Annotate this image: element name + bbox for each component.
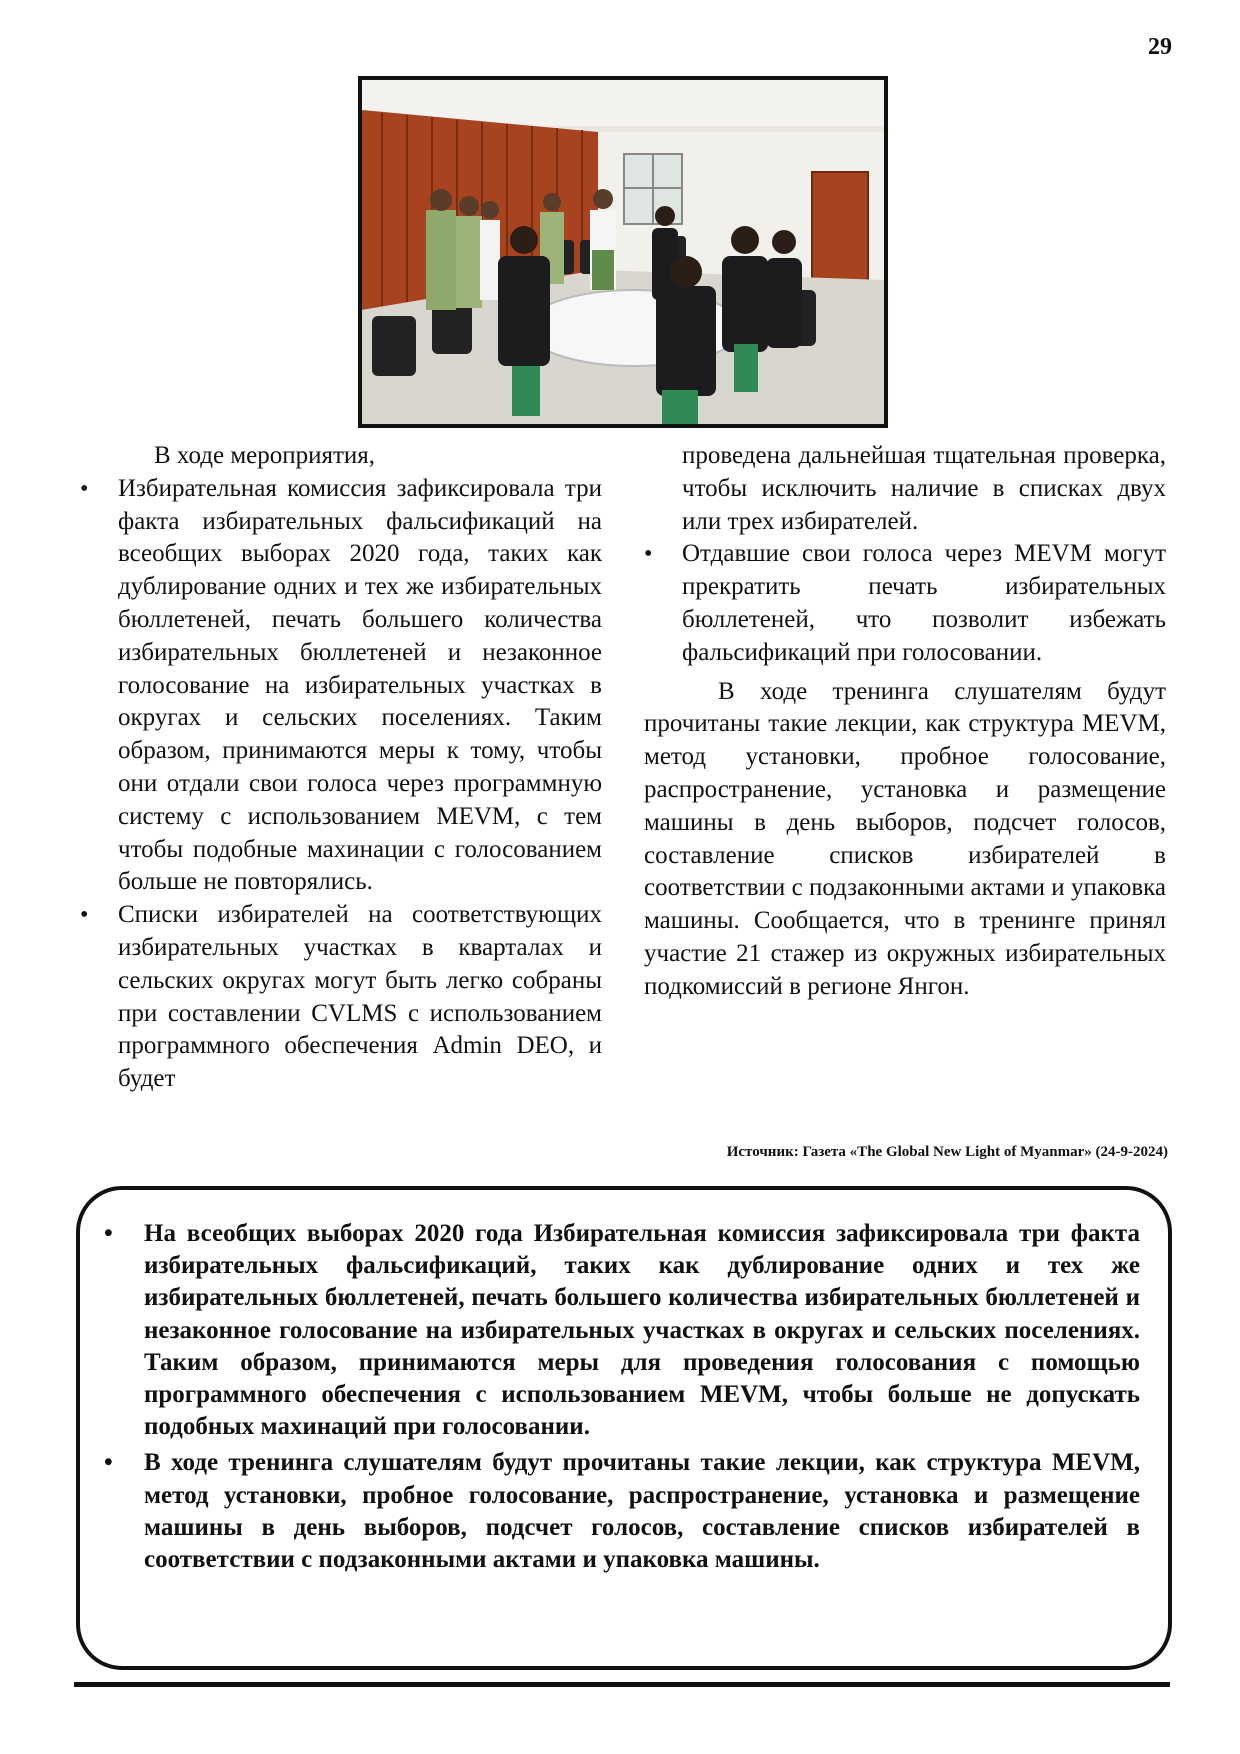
right-bullet-list (644, 538, 1166, 669)
list-item: • Избирательная комиссия зафиксировала три факта избирательных фальсификаций на всеобщих выборах 2020 года, таких как дублирование одних и тех же избирательных бюллетеней, печать большего количества избирательных бюллетеней и незаконное голосование на избирательных участках в округах и сельских поселениях. Таким образом, принимаются меры к тому, чтобы они отдали свои голоса через программную систему с использованием MEVM, с тем чтобы подобные махинации с голосованием больше не повторялись. (80, 473, 602, 899)
left-bullet-list (80, 473, 602, 1096)
list-item: • Списки избирателей на соответствующих избирательных участках в кварталах и сельских округах могут быть легко собраны при составлении CVLMS с использованием программного обеспечения Admin DEO, и будет (80, 899, 602, 1096)
list-item: • На всеобщих выборах 2020 года Избирательная комиссия зафиксировала три факта избирательных фальсификаций, таких как дублирование одних и тех же избирательных бюллетеней, печать большего количества избирательных бюллетеней и незаконное голосование на избирательных участках в округах и сельских поселениях. Таким образом, принимаются меры для проведения голосования с помощью программного обеспечения с использованием MEVM, чтобы больше не допускать подобных махинаций при голосовании. (144, 1218, 1140, 1443)
page-number: 29 (1148, 34, 1172, 60)
meeting-photo-icon (362, 80, 884, 424)
list-item: • Отдавшие свои голоса через MEVM могут прекратить печать избирательных бюллетеней, что позволит избежать фальсификаций при голосовании. (644, 538, 1166, 669)
continued-bullet-text: проведена дальнейшая тщательная проверка, чтобы исключить наличие в списках двух или трех избирателей. (682, 442, 1166, 535)
meeting-photo (358, 76, 888, 428)
right-column (644, 440, 1166, 1004)
summary-list (80, 1190, 1168, 1576)
source-caption: Источник: Газета «The Global New Light of Myanmar» (24-9-2024) (726, 1144, 1168, 1160)
bottom-rule (74, 1682, 1170, 1687)
intro-paragraph: В ходе мероприятия, (154, 442, 376, 469)
training-paragraph: В ходе тренинга слушателям будут прочитаны такие лекции, как структура MEVM, метод установки, пробное голосование, распространение, установка и размещение машины в день выборов, подсчет голосов, составление списков избирателей в соответствии с подзаконными актами и упаковка машины. Сообщается, что в тренинге принял участие 21 стажер из окружных избирательных подкомиссий в регионе Янгон. (644, 677, 1166, 1000)
left-column (80, 440, 602, 1096)
summary-box (76, 1186, 1172, 1670)
list-item: • В ходе тренинга слушателям будут прочитаны такие лекции, как структура MEVM, метод установки, пробное голосование, распространение, установка и размещение машины в день выборов, подсчет голосов, составление списков избирателей в соответствии с подзаконными актами и упаковка машины. (144, 1447, 1140, 1576)
